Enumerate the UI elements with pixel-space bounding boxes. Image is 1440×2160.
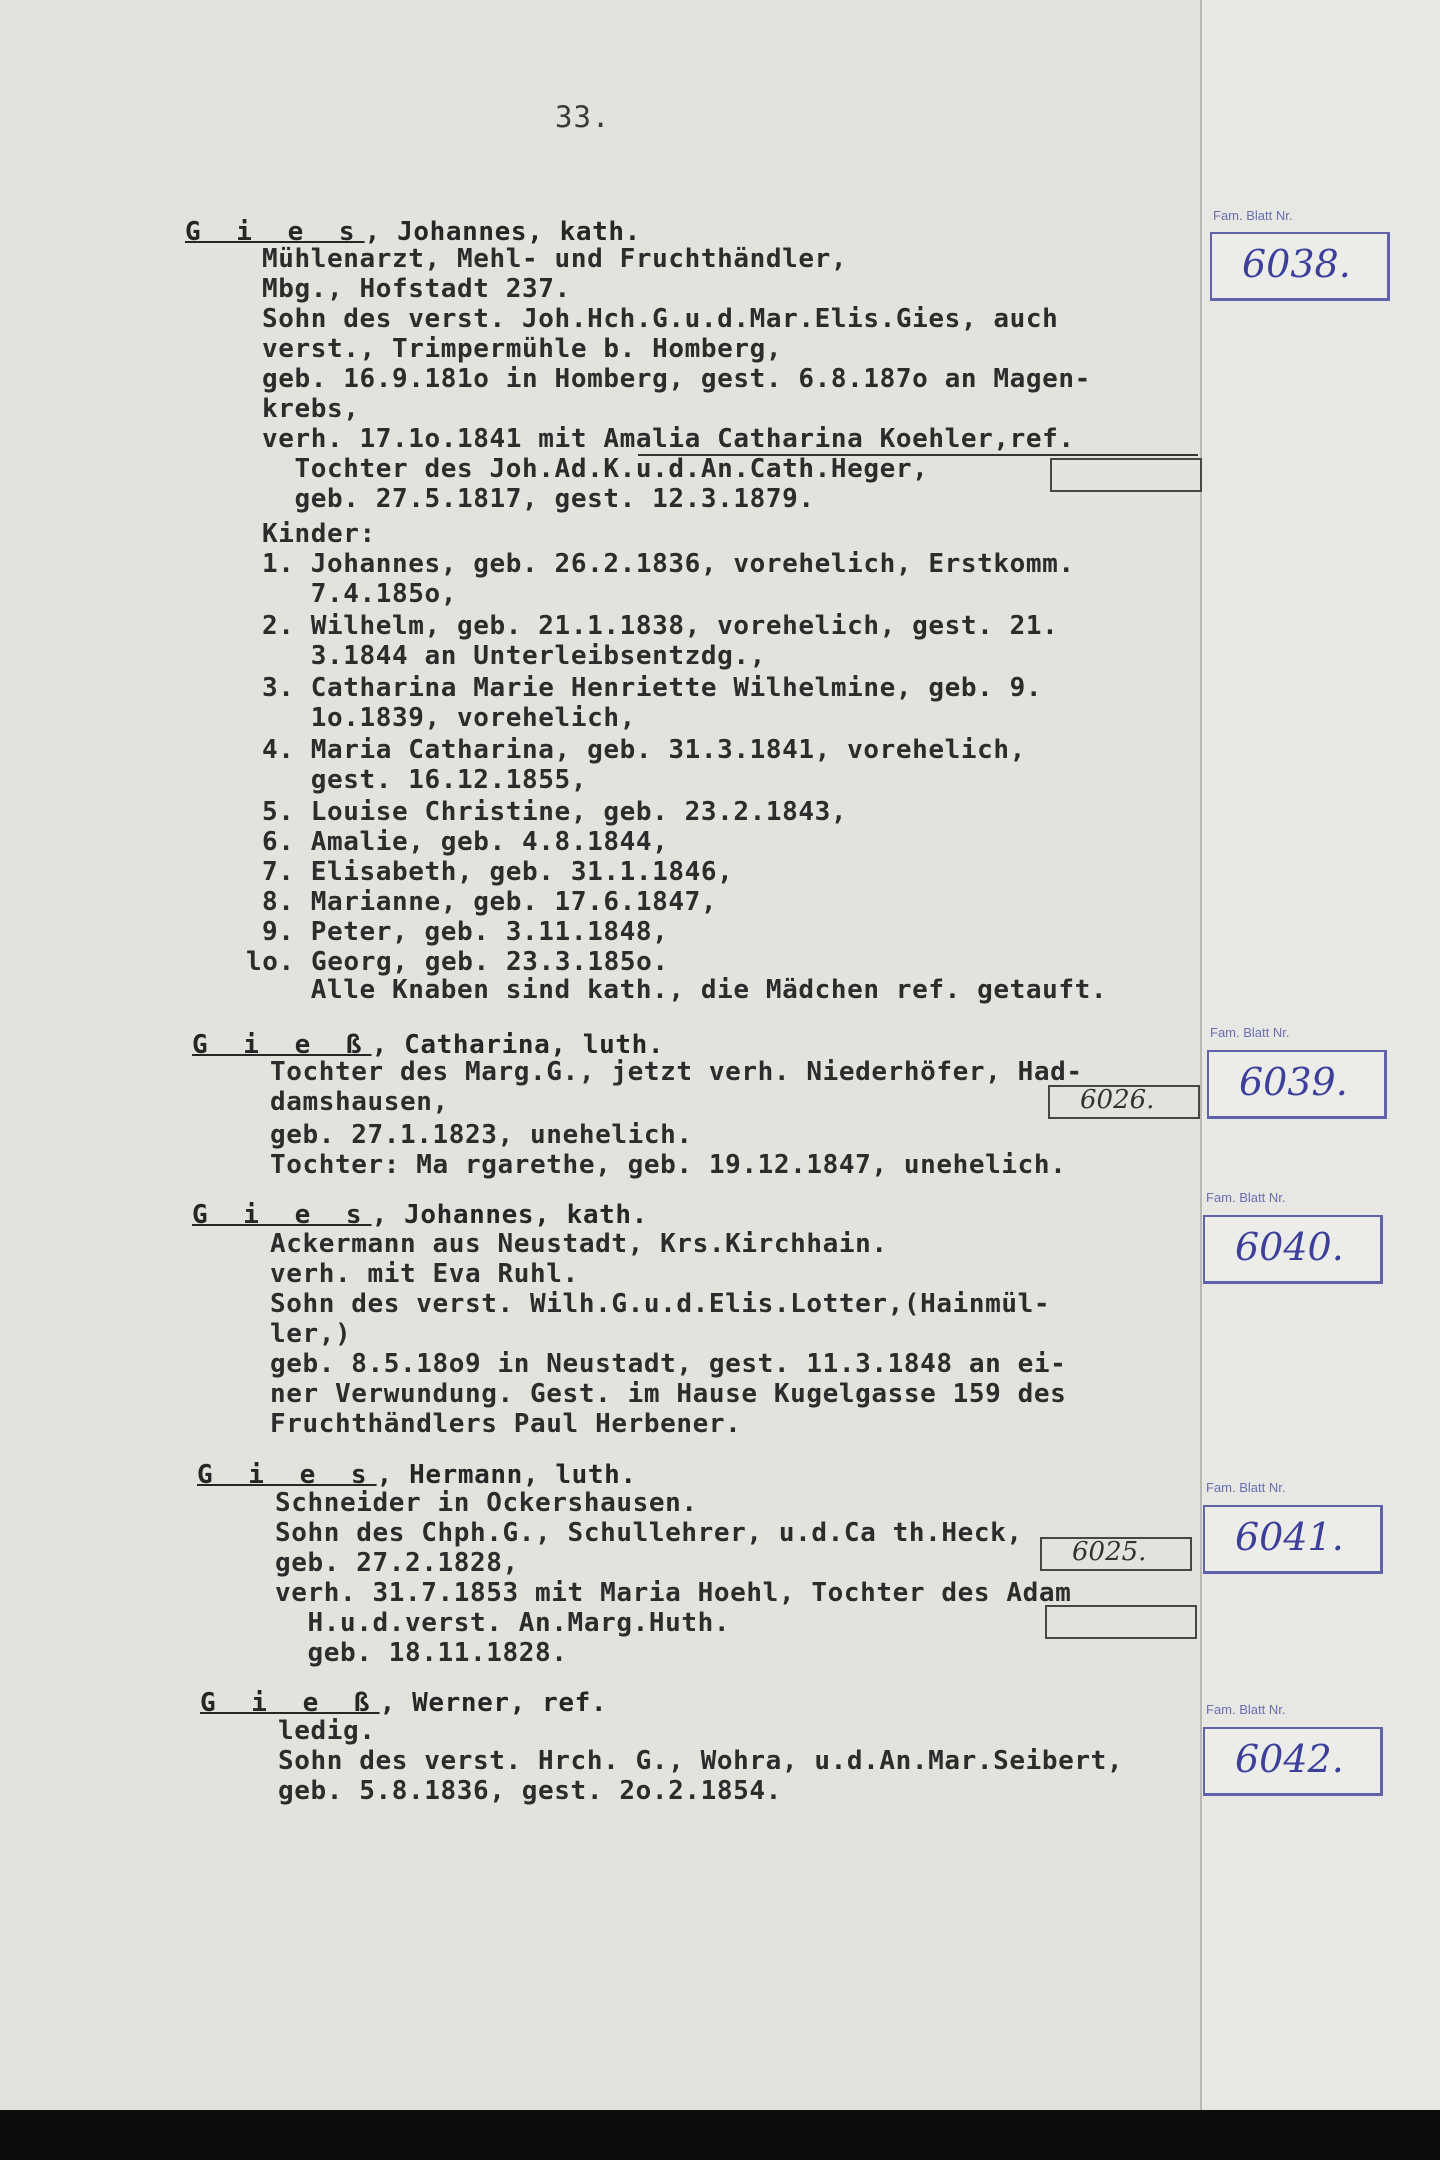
fam-blatt-number: 6039. bbox=[1239, 1060, 1348, 1104]
entry-surname: G i e ß bbox=[200, 1688, 380, 1718]
entry-line: Sohn des verst. Wilh.G.u.d.Elis.Lotter,(Hainmül- bbox=[270, 1289, 1051, 1319]
entry-line: geb. 8.5.18o9 in Neustadt, gest. 11.3.1848 an ei- bbox=[270, 1349, 1067, 1379]
entry-line: 7. Elisabeth, geb. 31.1.1846, bbox=[262, 857, 734, 887]
fam-blatt-label: Fam. Blatt Nr. bbox=[1210, 1025, 1290, 1040]
entry-line: Mühlenarzt, Mehl- und Fruchthändler, bbox=[262, 244, 848, 274]
entry-line: geb. 5.8.1836, gest. 2o.2.1854. bbox=[278, 1776, 782, 1806]
entry-surname: G i e ß bbox=[192, 1030, 372, 1060]
entry-line: verh. 17.1o.1841 mit Amalia Catharina Koehler,ref. bbox=[262, 424, 1075, 454]
entry-given-name: , Johannes, kath. bbox=[364, 217, 641, 247]
entry-line: damshausen, bbox=[270, 1087, 449, 1117]
fam-blatt-box bbox=[1203, 1505, 1383, 1574]
fam-blatt-number: 6042. bbox=[1235, 1737, 1344, 1781]
entry-line: 3.1844 an Unterleibsentzdg., bbox=[262, 641, 766, 671]
entry-line: 6. Amalie, geb. 4.8.1844, bbox=[262, 827, 669, 857]
reference-box bbox=[1048, 1085, 1200, 1119]
entry-line: Fruchthändlers Paul Herbener. bbox=[270, 1409, 742, 1439]
fam-blatt-label: Fam. Blatt Nr. bbox=[1213, 208, 1293, 223]
reference-number: 6025. bbox=[1072, 1537, 1147, 1567]
entry-line: Sohn des verst. Hrch. G., Wohra, u.d.An.Mar.Seibert, bbox=[278, 1746, 1124, 1776]
entry-heading bbox=[200, 1688, 607, 1718]
entry-surname: G i e s bbox=[197, 1460, 377, 1490]
entry-line: geb. 18.11.1828. bbox=[275, 1638, 568, 1668]
entry-line: Schneider in Ockershausen. bbox=[275, 1488, 698, 1518]
entry-line: Kinder: bbox=[262, 519, 376, 549]
entry-line: Tochter des Marg.G., jetzt verh. Niederhöfer, Had- bbox=[270, 1057, 1083, 1087]
entry-line: Tochter: Ma rgarethe, geb. 19.12.1847, unehelich. bbox=[270, 1150, 1067, 1180]
scan-border bbox=[0, 2110, 1440, 2160]
entry-line: verh. 31.7.1853 mit Maria Hoehl, Tochter des Adam bbox=[275, 1578, 1072, 1608]
fam-blatt-box bbox=[1207, 1050, 1387, 1119]
entry-line: Alle Knaben sind kath., die Mädchen ref. getauft. bbox=[262, 975, 1108, 1005]
entry-line: gest. 16.12.1855, bbox=[262, 765, 588, 795]
entry-line: Sohn des Chph.G., Schullehrer, u.d.Ca th.Heck, bbox=[275, 1518, 1023, 1548]
entry-line: ledig. bbox=[278, 1716, 376, 1746]
entry-line: 8. Marianne, geb. 17.6.1847, bbox=[262, 887, 718, 917]
entry-given-name: , Hermann, luth. bbox=[376, 1460, 637, 1490]
entry-line: geb. 27.1.1823, unehelich. bbox=[270, 1120, 693, 1150]
entry-line: 4. Maria Catharina, geb. 31.3.1841, vorehelich, bbox=[262, 735, 1026, 765]
entry-line: Ackermann aus Neustadt, Krs.Kirchhain. bbox=[270, 1229, 888, 1259]
entry-line: 9. Peter, geb. 3.11.1848, bbox=[262, 917, 669, 947]
entry-line: lo. Georg, geb. 23.3.185o. bbox=[246, 947, 669, 977]
entry-line: Tochter des Joh.Ad.K.u.d.An.Cath.Heger, bbox=[262, 454, 929, 484]
entry-given-name: , Werner, ref. bbox=[379, 1688, 608, 1718]
fam-blatt-number: 6040. bbox=[1235, 1225, 1344, 1269]
fam-blatt-box bbox=[1203, 1727, 1383, 1796]
fam-blatt-box bbox=[1210, 232, 1390, 301]
entry-line: 1o.1839, vorehelich, bbox=[262, 703, 636, 733]
entry-line: 5. Louise Christine, geb. 23.2.1843, bbox=[262, 797, 848, 827]
entry-heading bbox=[185, 217, 641, 247]
entry-line: 2. Wilhelm, geb. 21.1.1838, vorehelich, gest. 21. bbox=[262, 611, 1059, 641]
margin-rule bbox=[1200, 0, 1202, 2110]
entry-line: verh. mit Eva Ruhl. bbox=[270, 1259, 579, 1289]
fam-blatt-number: 6038. bbox=[1242, 242, 1351, 286]
reference-box bbox=[1045, 1605, 1197, 1639]
entry-line: Sohn des verst. Joh.Hch.G.u.d.Mar.Elis.Gies, auch bbox=[262, 304, 1059, 334]
entry-line: ler,) bbox=[270, 1319, 352, 1349]
entry-line: geb. 27.2.1828, bbox=[275, 1548, 519, 1578]
entry-given-name: , Johannes, kath. bbox=[371, 1200, 648, 1230]
fam-blatt-label: Fam. Blatt Nr. bbox=[1206, 1480, 1286, 1495]
entry-line: ner Verwundung. Gest. im Hause Kugelgasse 159 des bbox=[270, 1379, 1067, 1409]
reference-box bbox=[1050, 458, 1202, 492]
entry-line: geb. 27.5.1817, gest. 12.3.1879. bbox=[262, 484, 815, 514]
entry-heading bbox=[192, 1030, 664, 1060]
fam-blatt-number: 6041. bbox=[1235, 1515, 1344, 1559]
entry-surname: G i e s bbox=[185, 217, 365, 247]
entry-line: 1. Johannes, geb. 26.2.1836, vorehelich, Erstkomm. bbox=[262, 549, 1075, 579]
entry-line: verst., Trimpermühle b. Homberg, bbox=[262, 334, 783, 364]
reference-number: 6026. bbox=[1080, 1085, 1155, 1115]
entry-line: 3. Catharina Marie Henriette Wilhelmine, geb. 9. bbox=[262, 673, 1043, 703]
entry-given-name: , Catharina, luth. bbox=[371, 1030, 665, 1060]
entry-surname: G i e s bbox=[192, 1200, 372, 1230]
reference-box bbox=[1040, 1537, 1192, 1571]
entry-line: Mbg., Hofstadt 237. bbox=[262, 274, 571, 304]
entry-line: geb. 16.9.181o in Homberg, gest. 6.8.187o an Magen- bbox=[262, 364, 1091, 394]
fam-blatt-label: Fam. Blatt Nr. bbox=[1206, 1190, 1286, 1205]
fam-blatt-label: Fam. Blatt Nr. bbox=[1206, 1702, 1286, 1717]
entry-line: H.u.d.verst. An.Marg.Huth. bbox=[275, 1608, 731, 1638]
entry-line: krebs, bbox=[262, 394, 360, 424]
page-number: 33. bbox=[555, 100, 611, 134]
entry-line: 7.4.185o, bbox=[262, 579, 458, 609]
entry-heading bbox=[197, 1460, 637, 1490]
fam-blatt-box bbox=[1203, 1215, 1383, 1284]
entry-heading bbox=[192, 1200, 648, 1230]
